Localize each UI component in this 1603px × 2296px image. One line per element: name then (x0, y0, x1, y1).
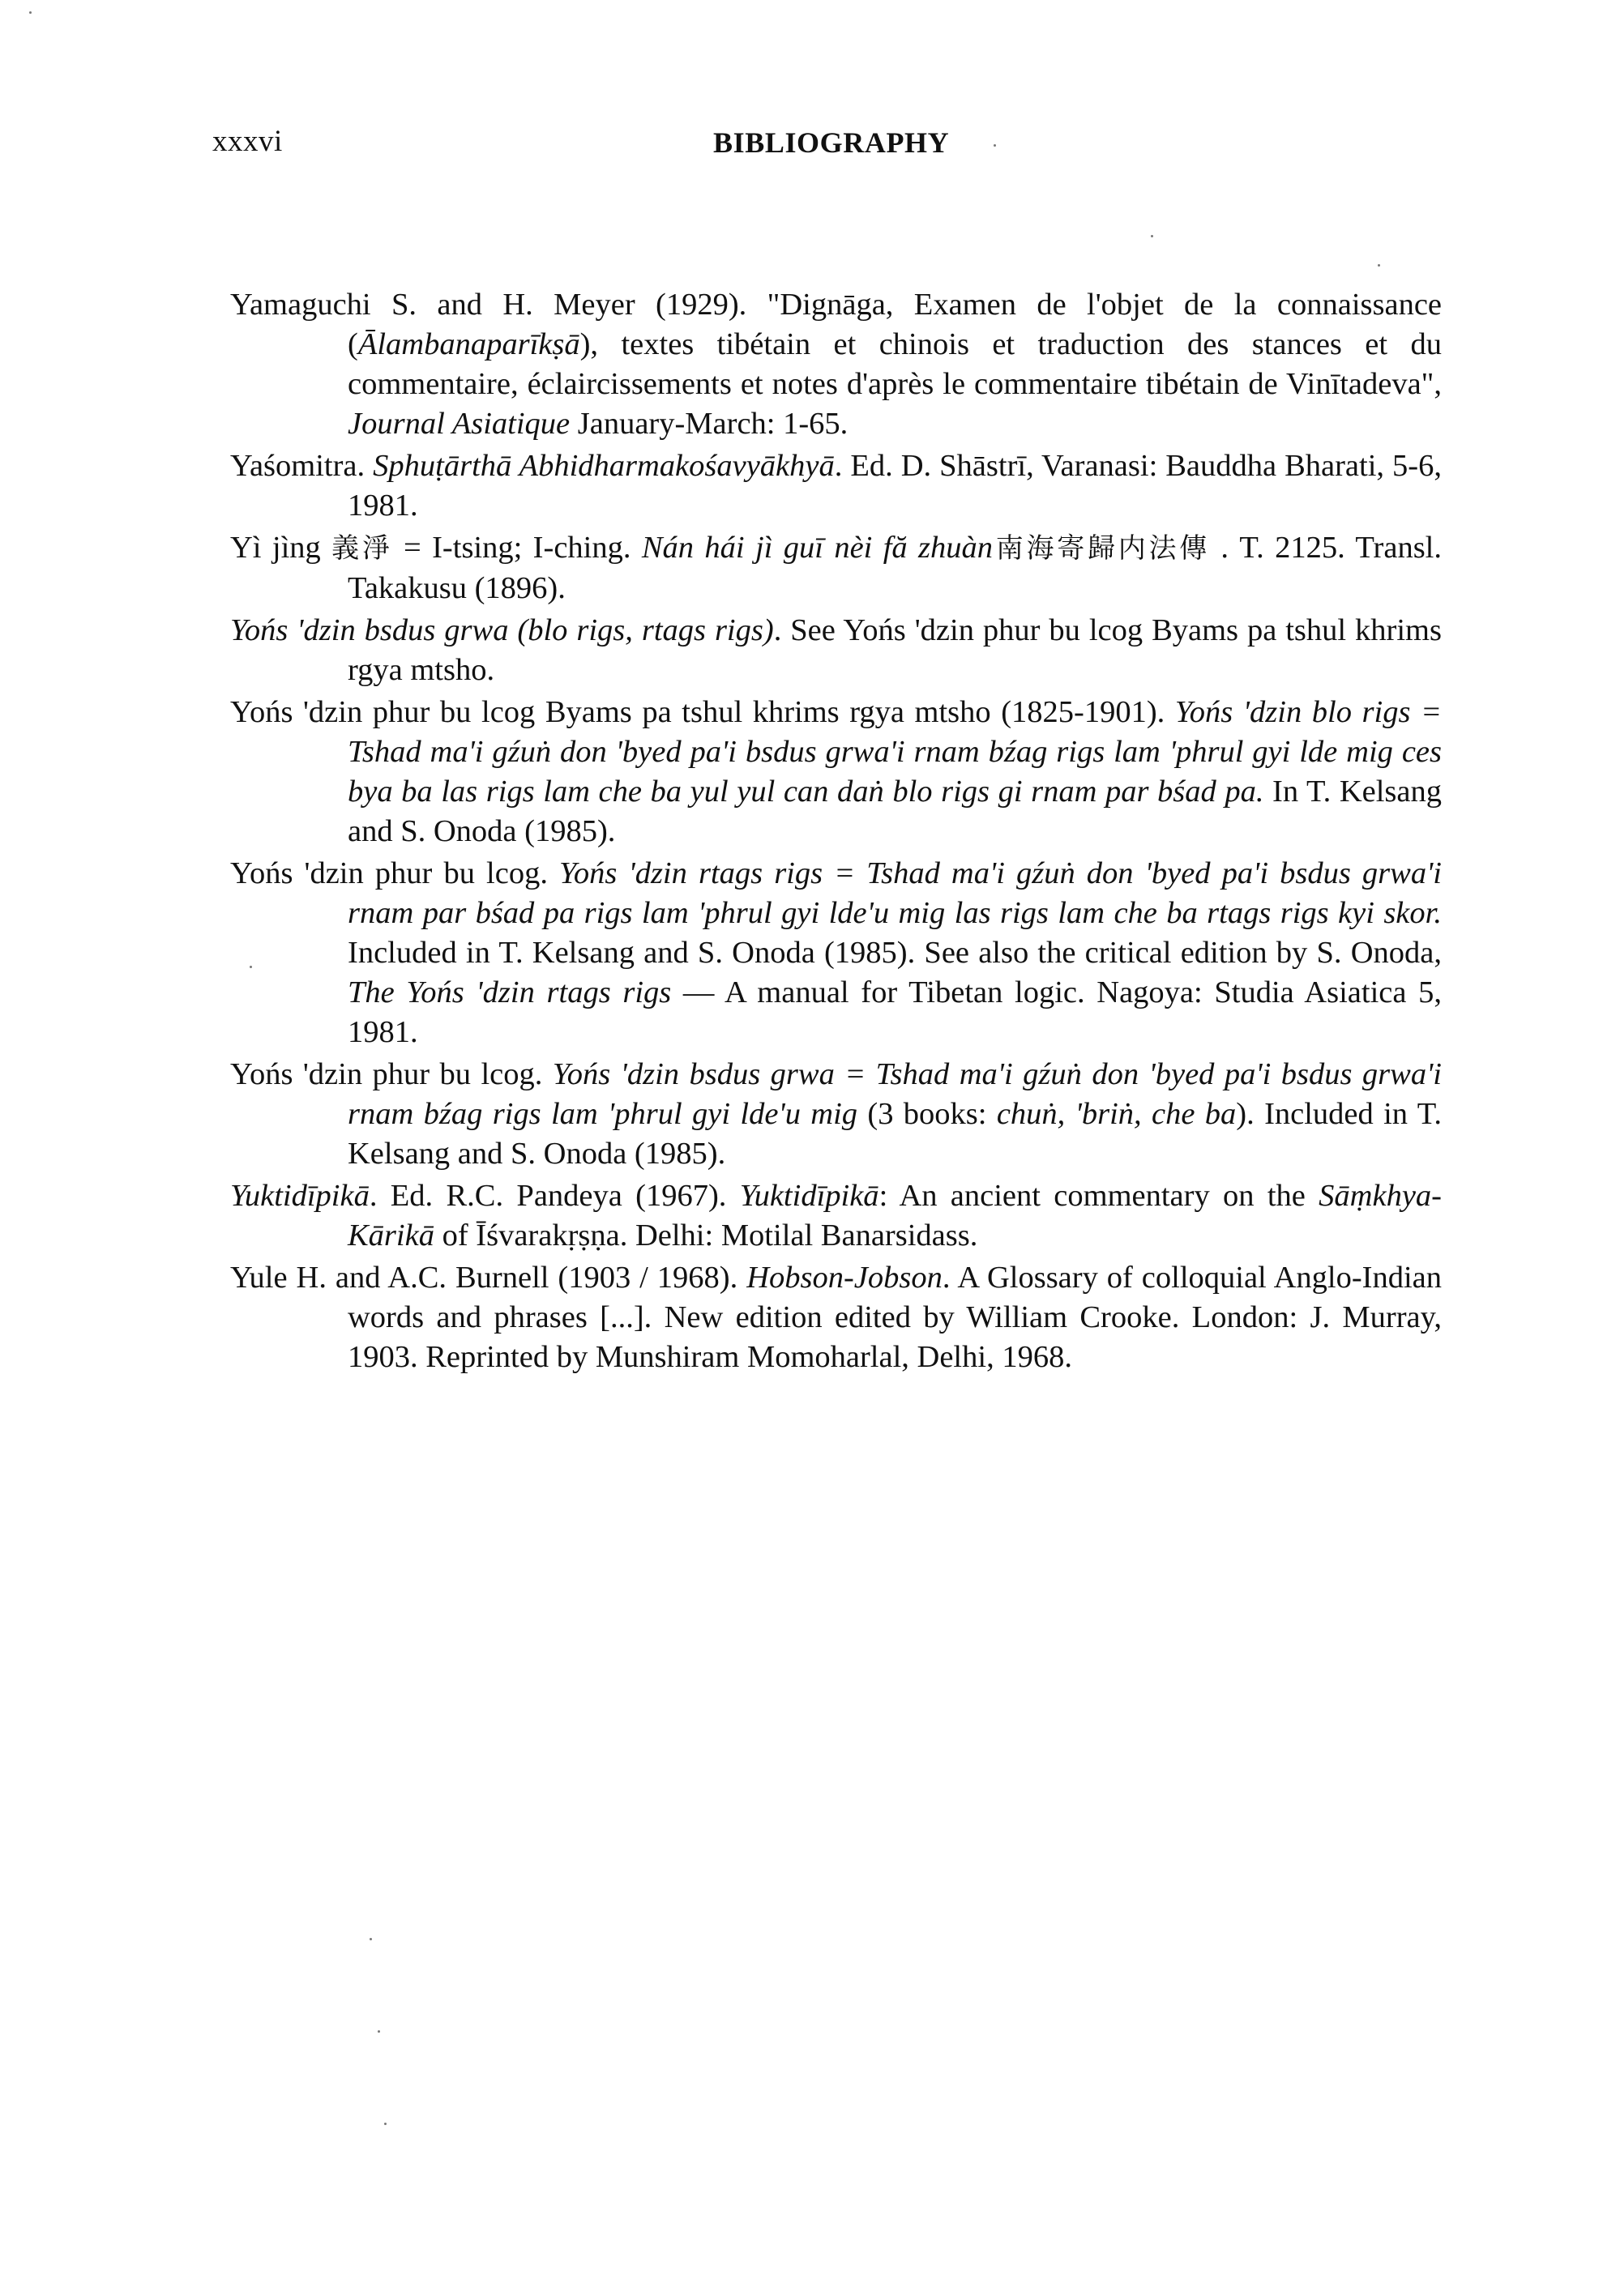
entry-text: (3 books: (857, 1097, 997, 1131)
entry-italic-title: Hobson-Jobson (746, 1261, 943, 1295)
entry-italic-title: Yońs 'dzin bsdus grwa (blo rigs, rtags rigs) (230, 613, 774, 647)
entry-chinese-title: 南海寄歸内法傳 (993, 532, 1211, 565)
entry-author: Yì jìng (230, 531, 332, 565)
scan-speck (378, 2030, 380, 2033)
entry-text: . Ed. D. Shāstrī, Varanasi: Bauddha Bharati, 5-6, 1981. (348, 449, 1442, 523)
entry-text: . See Yońs 'dzin phur bu lcog Byams pa tshul khrims rgya mtsho. (348, 613, 1442, 687)
bibliography-list (230, 285, 1442, 1380)
entry-text: — A manual for Tibetan logic. Nagoya: Studia Asiatica 5, 1981. (348, 975, 1442, 1049)
entry-text: ), textes tibétain et chinois et traduction des stances et du commentaire, éclaircissements et notes d'après le commentaire tibétain de Vinītadeva", (348, 327, 1442, 401)
entry-journal: Journal Asiatique (348, 407, 571, 441)
entry-text: : An ancient commentary on the (878, 1179, 1319, 1213)
bibliography-entry-yons-byams-pa (230, 693, 1442, 851)
entry-italic-title-2: Yuktidīpikā (739, 1179, 879, 1213)
entry-text: In T. Kelsang and S. Onoda (1985). (348, 775, 1442, 848)
entry-author: Yaśomitra. (230, 449, 374, 483)
scan-speck (1151, 235, 1153, 237)
entry-author: Yońs 'dzin phur bu lcog. (230, 856, 560, 890)
entry-italic-title: Yuktidīpikā (230, 1179, 370, 1213)
bibliography-entry-yons-bsdus-grwa-books (230, 1055, 1442, 1174)
entry-italic-books: chuṅ, 'briṅ, che ba (996, 1097, 1237, 1131)
page-number: xxxvi (212, 125, 283, 158)
entry-italic-title: Yońs 'dzin bsdus grwa = Tshad ma'i gźuṅ don 'byed pa'i bsdus grwa'i rnam bźag rigs lam 'phrul gyi lde'u mig (348, 1057, 1442, 1131)
entry-text: . Ed. R.C. Pandeya (1967). (369, 1179, 740, 1213)
entry-italic-title: Ālambanaparīkṣā (357, 327, 580, 361)
scan-speck (384, 2123, 387, 2125)
bibliography-entry-yule (230, 1258, 1442, 1377)
entry-author: Yońs 'dzin phur bu lcog. (230, 1057, 553, 1091)
entry-italic-title: Nán hái jì guī nèi fă zhuàn (641, 531, 994, 565)
entry-text: Yamaguchi S. and H. Meyer (1929). "Dignāga, Examen de l'objet de la connaissance ( (230, 288, 1442, 361)
scan-speck (29, 11, 32, 14)
entry-text: = I-tsing; I-ching. (392, 531, 642, 565)
page-title: BIBLIOGRAPHY (713, 126, 950, 159)
entry-italic-title: Sphuṭārthā Abhidharmakośavyākhyā (373, 449, 835, 483)
entry-chinese-name: 義淨 (331, 532, 393, 565)
bibliography-entry-yamaguchi (230, 285, 1442, 444)
entry-text: January-March: 1-65. (570, 407, 849, 441)
scan-speck (250, 966, 252, 968)
entry-italic-title-3: Sāṃkhya-Kārikā (348, 1179, 1442, 1253)
entry-italic-title: Yońs 'dzin blo rigs = Tshad ma'i gźuṅ don 'byed pa'i bsdus grwa'i rnam bźag rigs lam 'phrul gyi lde mig ces bya ba las rigs lam che ba yul yul can daṅ blo rigs gi rnam par bśad pa. (348, 695, 1442, 809)
entry-text: Included in T. Kelsang and S. Onoda (1985). See also the critical edition by S. Onoda, (348, 936, 1442, 970)
entry-text: . A Glossary of colloquial Anglo-Indian words and phrases [...]. New edition edited by William Crooke. London: J. Murray, 1903. Reprinted by Munshiram Momoharlal, Delhi, 1968. (348, 1261, 1443, 1374)
entry-italic-title-2: The Yońs 'dzin rtags rigs (348, 975, 672, 1009)
bibliography-entry-yi-jing (230, 528, 1442, 608)
scan-speck (1378, 264, 1380, 267)
entry-text: ). Included in T. Kelsang and S. Onoda (1985). (348, 1097, 1442, 1171)
scan-speck (370, 1938, 372, 1940)
entry-author: Yońs 'dzin phur bu lcog Byams pa tshul khrims rgya mtsho (1825-1901). (230, 695, 1175, 729)
entry-italic-title: Yońs 'dzin rtags rigs = Tshad ma'i gźuṅ don 'byed pa'i bsdus grwa'i rnam par bśad pa rigs lam 'phrul gyi lde'u mig las rigs lam che ba rtags rigs kyi skor. (348, 856, 1442, 930)
bibliography-entry-yons-rtags-rigs (230, 854, 1442, 1052)
bibliography-entry-yasomitra (230, 446, 1442, 526)
bibliography-entry-yuktidipika (230, 1176, 1442, 1256)
entry-text: of Īśvarakṛṣṇa. Delhi: Motilal Banarsidass. (434, 1218, 978, 1253)
scan-speck (994, 144, 996, 147)
entry-text: . T. 2125. Transl. Takakusu (1896). (348, 531, 1443, 605)
entry-author: Yule H. and A.C. Burnell (1903 / 1968). (230, 1261, 747, 1295)
bibliography-entry-yons-bsdus-grwa (230, 611, 1442, 690)
